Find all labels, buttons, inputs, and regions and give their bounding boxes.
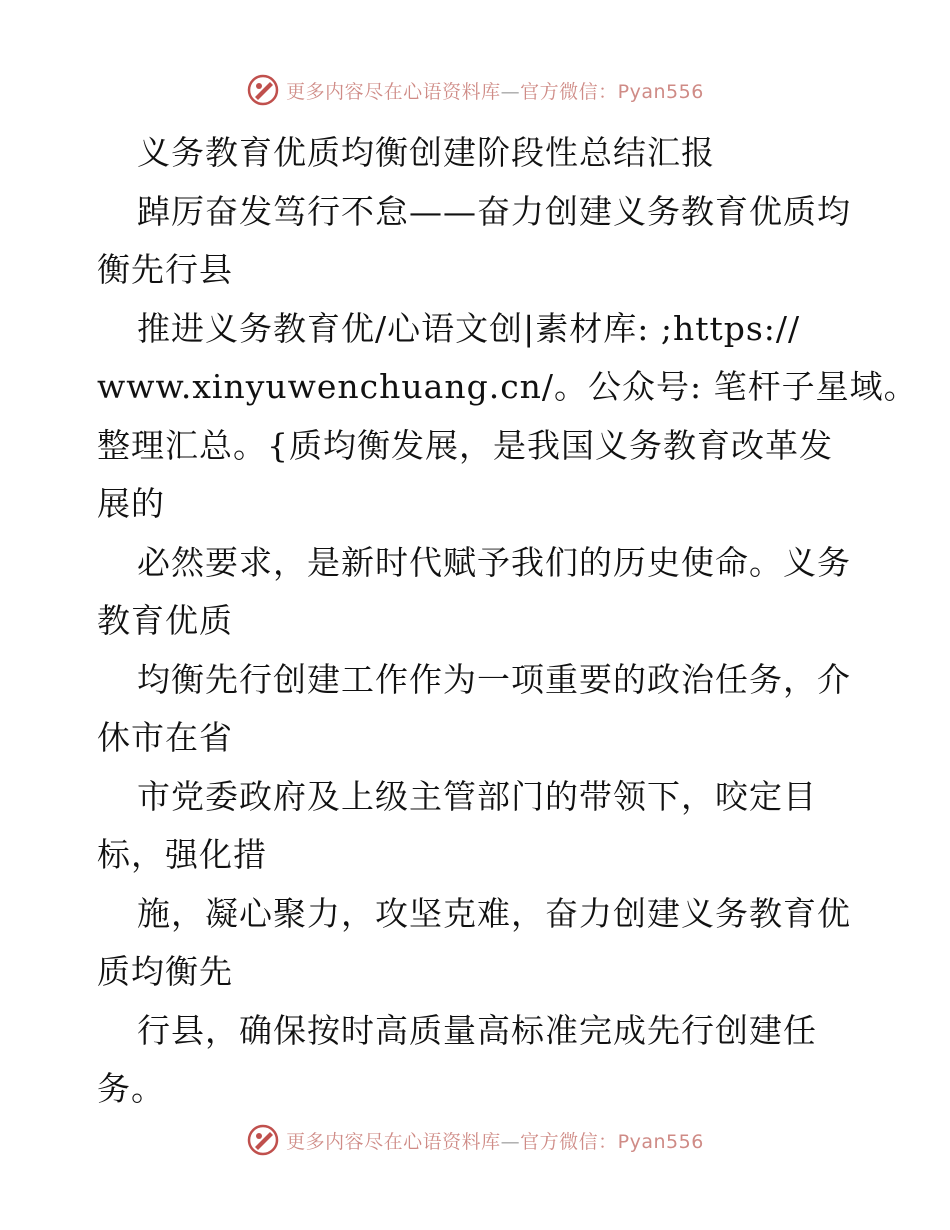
doc-text-line: 施，凝心聚力，攻坚克难，奋力创建义务教育优 [137, 893, 851, 933]
doc-text-line: 推进义务教育优/心语文创|素材库: ;https:// [137, 308, 801, 348]
doc-text-line: 休市在省 [97, 718, 233, 757]
watermark-dash: — [500, 1130, 521, 1153]
watermark-text [286, 1127, 704, 1154]
doc-text-line: 展的 [97, 484, 165, 523]
doc-text-line: 教育优质 [97, 601, 233, 640]
watermark-brand: 更多内容尽在心语资料库 [286, 80, 501, 103]
watermark-contact: 官方微信：Pyan556 [520, 80, 704, 103]
watermark-text [286, 77, 704, 104]
doc-subtitle-line-2: 衡先行县 [97, 250, 233, 289]
doc-text-line: 务。 [97, 1069, 165, 1108]
doc-text-line: 标，强化措 [97, 835, 267, 874]
footer-watermark [0, 1120, 950, 1160]
seal-logo-icon [246, 73, 280, 107]
doc-text-line: 必然要求，是新时代赋予我们的历史使命。义务 [137, 542, 851, 582]
doc-subtitle-line-1: 踔厉奋发笃行不怠——奋力创建义务教育优质均 [137, 191, 851, 231]
doc-text-line: 市党委政府及上级主管部门的带领下，咬定目 [137, 776, 817, 816]
seal-logo-icon [246, 1123, 280, 1157]
doc-text-line: www.xinyuwenchuang.cn/。公众号: 笔杆子星域。 [97, 367, 918, 406]
watermark-brand: 更多内容尽在心语资料库 [286, 1130, 501, 1153]
doc-title: 义务教育优质均衡创建阶段性总结汇报 [137, 133, 715, 172]
doc-text-line: 均衡先行创建工作作为一项重要的政治任务，介 [137, 659, 851, 699]
doc-text-line: 质均衡先 [97, 952, 233, 991]
document-body [97, 124, 918, 1119]
watermark-contact: 官方微信：Pyan556 [520, 1130, 704, 1153]
doc-text-line: 行县，确保按时高质量高标准完成先行创建任 [137, 1010, 817, 1050]
doc-text-line: 整理汇总。{质均衡发展，是我国义务教育改革发 [97, 425, 833, 465]
watermark-dash: — [500, 80, 521, 103]
header-watermark [0, 70, 950, 110]
